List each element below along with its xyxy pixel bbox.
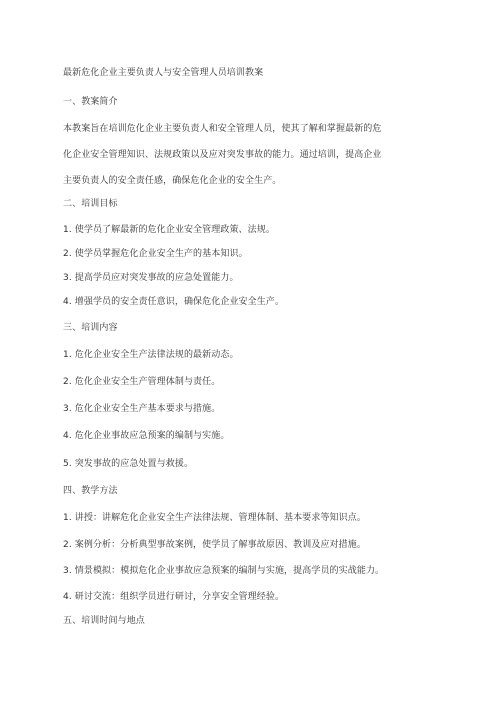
list-item: 1. 使学员了解最新的危化企业安全管理政策、法规。	[63, 225, 275, 235]
section-heading-content: 三、培训内容	[63, 323, 118, 333]
list-item: 2. 危化企业安全生产管理体制与责任。	[63, 377, 221, 387]
list-item: 2. 使学员掌握危化企业安全生产的基本知识。	[63, 249, 248, 259]
paragraph-line: 本教案旨在培训危化企业主要负责人和安全管理人员，使其了解和掌握最新的危	[63, 124, 382, 134]
section-heading-intro: 一、教案简介	[63, 97, 118, 107]
section-heading-goals: 二、培训目标	[63, 199, 118, 209]
paragraph-line: 主要负责人的安全责任感，确保危化企业的安全生产。	[63, 176, 282, 186]
section-heading-methods: 四、教学方法	[63, 486, 118, 496]
list-item: 4. 研讨交流：组织学员进行研讨，分享安全管理经验。	[63, 592, 285, 602]
list-item: 3. 情景模拟：模拟危化企业事故应急预案的编制与实施，提高学员的实战能力。	[63, 566, 385, 576]
document-title: 最新危化企业主要负责人与安全管理人员培训教案	[63, 68, 264, 78]
list-item: 4. 危化企业事故应急预案的编制与实施。	[63, 431, 230, 441]
list-item: 4. 增强学员的安全责任意识，确保危化企业安全生产。	[63, 297, 285, 307]
list-item: 3. 危化企业安全生产基本要求与措施。	[63, 404, 221, 414]
list-item: 3. 提高学员应对突发事故的应急处置能力。	[63, 273, 239, 283]
list-item: 2. 案例分析：分析典型事故案例，使学员了解事故原因、教训及应对措施。	[63, 540, 366, 550]
section-heading-time-place: 五、培训时间与地点	[63, 616, 145, 626]
list-item: 1. 危化企业安全生产法律法规的最新动态。	[63, 350, 239, 360]
paragraph-line: 化企业安全管理知识、法规政策以及应对突发事故的能力。通过培训，提高企业	[63, 150, 382, 160]
list-item: 5. 突发事故的应急处置与救援。	[63, 459, 194, 469]
list-item: 1. 讲授：讲解危化企业安全生产法律法规、管理体制、基本要求等知识点。	[63, 513, 366, 523]
